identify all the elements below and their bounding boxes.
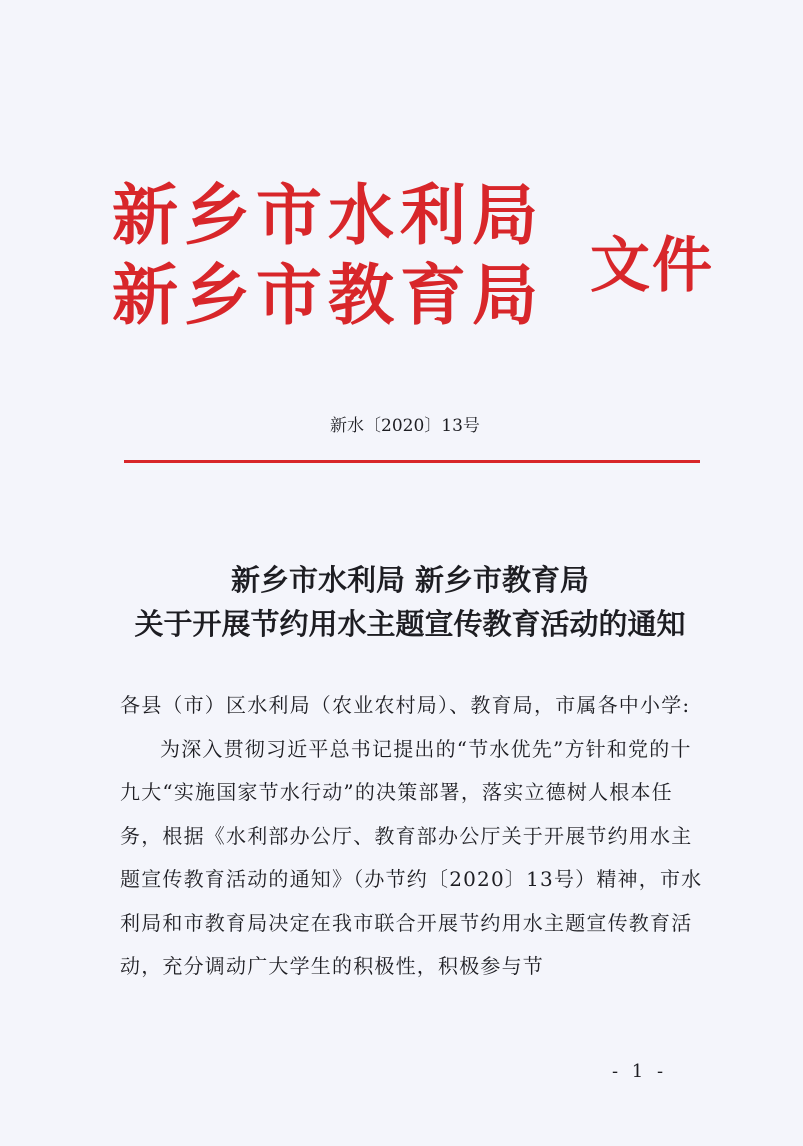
red-separator-line (124, 460, 700, 463)
notice-title-line-1: 新乡市水利局 新乡市教育局 (230, 563, 590, 597)
notice-title-line-2: 关于开展节约用水主题宣传教育活动的通知 (134, 607, 686, 641)
addressee-line: 各县（市）区水利局（农业农村局）、教育局，市属各中小学: (120, 693, 691, 717)
issuing-agencies-header (112, 178, 712, 348)
agency-name-water-bureau: 新乡市水利局 (112, 176, 544, 254)
page-number: - 1 - (612, 1061, 668, 1082)
body-paragraph: 为深入贯彻习近平总书记提出的“节水优先”方针和党的十九大“实施国家节水行动”的决策部署，落实立德树人根本任务，根据《水利部办公厅、教育部办公厅关于开展节约用水主题宣传教育活动的通知》（办节约〔2020〕13号）精神，市水利局和市教育局决定在我市联合开展节约用水主题宣传教育活动，充分调动广大学生的积极性，积极参与节 (120, 736, 703, 978)
notice-body (120, 684, 710, 989)
document-type-label: 文件 (590, 231, 714, 301)
agency-name-education-bureau: 新乡市教育局 (112, 256, 544, 334)
notice-title (90, 558, 730, 646)
document-number: 新水〔2020〕13号 (330, 416, 480, 436)
